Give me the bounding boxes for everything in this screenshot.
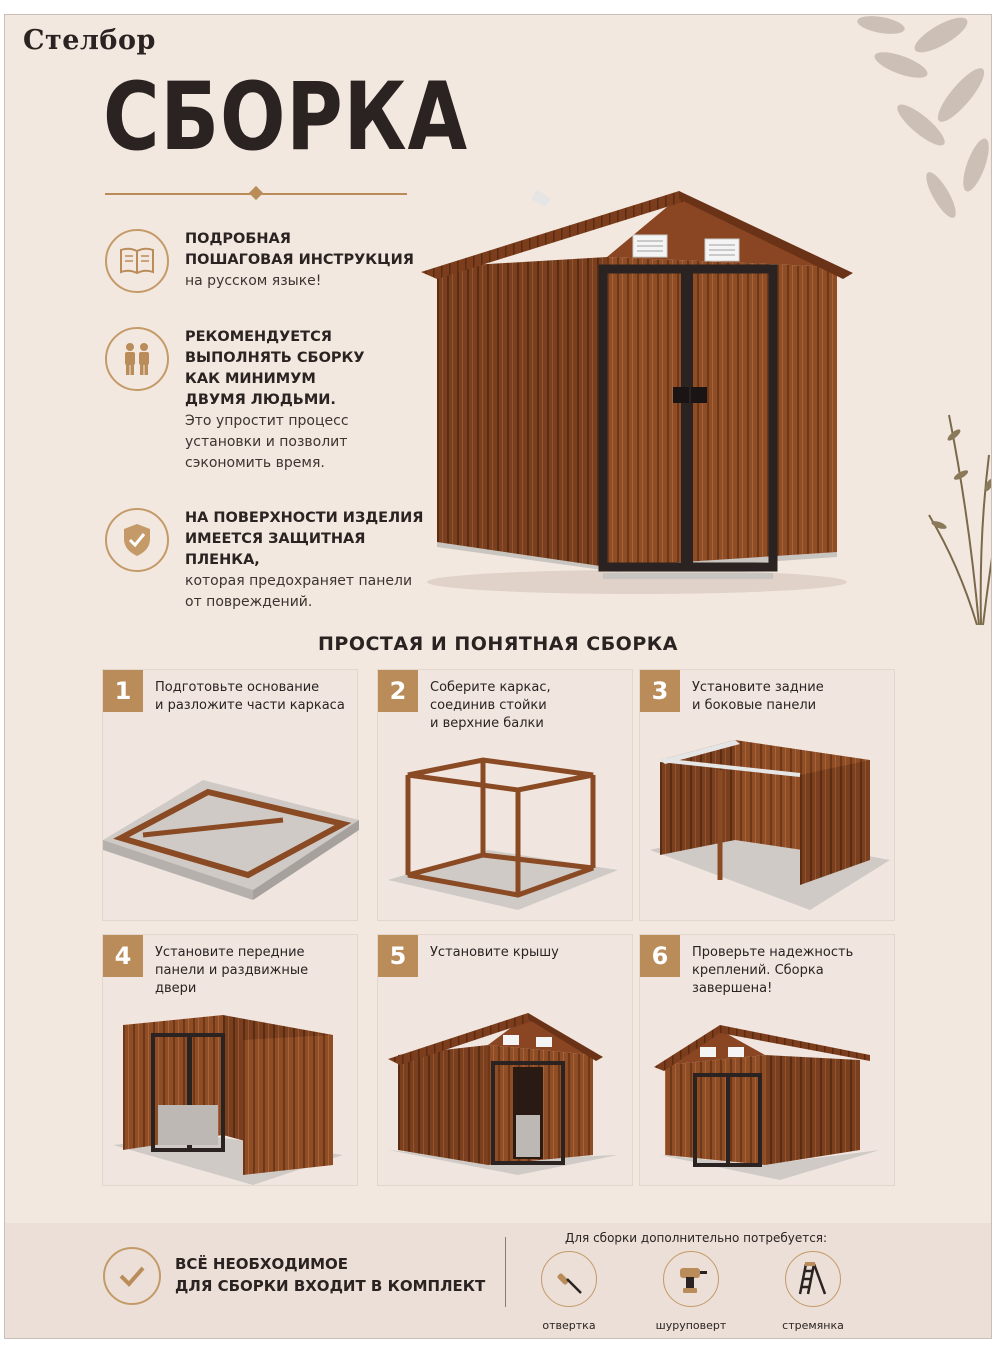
tool-drill-label: шуруповерт [655,1319,727,1332]
shield-check-icon [105,508,169,572]
step-6-number: 6 [640,935,680,977]
step-6-image [640,985,896,1185]
tool-screwdriver [539,1251,599,1332]
shed-hero-image [417,177,857,597]
brand-logo: Стелбор [23,25,156,56]
step-4-caption: Установите передние панели и раздвижные двери [155,945,309,996]
step-5-caption: Установите крышу [430,945,559,960]
step-5-number: 5 [378,935,418,977]
two-people-icon [105,327,169,391]
step-3 [639,669,895,921]
feature-protective-film-bold: НА ПОВЕРХНОСТИ ИЗДЕЛИЯ ИМЕЕТСЯ ЗАЩИТНАЯ ПЛЕНКА, [185,510,424,568]
step-3-image [640,720,896,920]
feature-instruction [105,229,445,299]
page-title: СБОРКА [103,63,468,172]
step-1 [102,669,358,921]
feature-protective-film [105,508,445,610]
feature-two-people-bold: РЕКОМЕНДУЕТСЯ ВЫПОЛНЯТЬ СБОРКУ КАК МИНИМУМ ДВУМЯ ЛЮДЬМИ. [185,329,365,408]
step-2-image [378,720,634,920]
drill-icon [663,1251,719,1307]
bottom-divider [505,1237,506,1307]
step-2-number: 2 [378,670,418,712]
step-2 [377,669,633,921]
step-4 [102,934,358,1186]
step-4-number: 4 [103,935,143,977]
step-5 [377,934,633,1186]
feature-two-people [105,327,445,487]
tools-needed-label: Для сборки дополнительно потребуется: [565,1231,828,1245]
ladder-icon [785,1251,841,1307]
grass-decoration [919,395,992,625]
feature-protective-film-text: которая предохраняет панели от повреждений. [185,573,413,610]
divider-diamond [249,186,263,200]
step-4-image [103,985,359,1185]
page [4,14,992,1339]
step-3-caption: Установите задние и боковые панели [692,680,824,713]
step-1-image [103,720,359,920]
step-3-number: 3 [640,670,680,712]
feature-two-people-text: Это упростит процесс установки и позволит сэкономить время. [185,413,349,471]
feature-instruction-text: на русском языке! [185,273,322,289]
step-1-number: 1 [103,670,143,712]
checkmark-icon [103,1247,161,1305]
screwdriver-icon [541,1251,597,1307]
book-icon [105,229,169,293]
step-6 [639,934,895,1186]
kit-included-text: ВСЁ НЕОБХОДИМОЕ ДЛЯ СБОРКИ ВХОДИТ В КОМПЛЕКТ [175,1255,486,1295]
step-5-image [378,985,634,1185]
tool-drill [655,1251,727,1332]
section-title: ПРОСТАЯ И ПОНЯТНАЯ СБОРКА [318,633,678,655]
feature-instruction-bold: ПОДРОБНАЯ ПОШАГОВАЯ ИНСТРУКЦИЯ [185,231,414,268]
step-2-caption: Соберите каркас, соединив стойки и верхние балки [430,680,551,731]
tool-ladder [783,1251,843,1332]
step-6-caption: Проверьте надежность креплений. Сборка завершена! [692,945,854,996]
tool-screwdriver-label: отвертка [542,1319,596,1332]
step-1-caption: Подготовьте основание и разложите части каркаса [155,680,345,713]
tool-ladder-label: стремянка [782,1319,844,1332]
